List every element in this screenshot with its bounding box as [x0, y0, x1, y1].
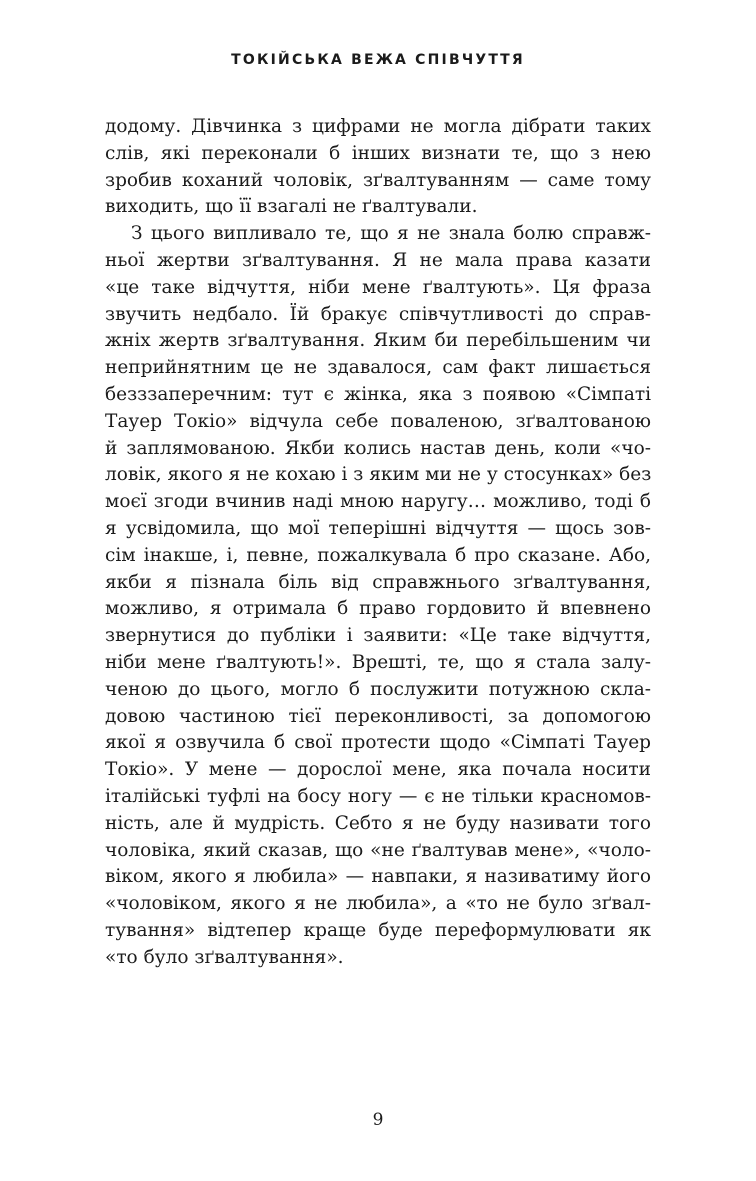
text-line: «чоловіком, якого я не любила», а «то не було зґвал- — [105, 893, 651, 915]
text-line: віком, якого я любила» — навпаки, я називатиму його — [105, 866, 651, 888]
text-line: моєї згоди вчинив наді мною наругу… можливо, тоді б — [105, 491, 651, 513]
text-line: зробив коханий чоловік, зґвалтуванням — саме тому — [105, 169, 651, 191]
text-line: ченою до цього, могло б послужити потужною скла- — [105, 678, 651, 700]
page-number: 9 — [372, 1110, 384, 1130]
text-line: ловік, якого я не кохаю і з яким ми не у стосунках» без — [105, 464, 651, 486]
text-line: чоловіка, який сказав, що «не ґвалтував мене», «чоло- — [105, 839, 651, 861]
running-head: ТОКІЙСЬКА ВЕЖА СПІВЧУТТЯ — [231, 52, 525, 68]
text-line: «це таке відчуття, ніби мене ґвалтують». Ця фраза — [105, 276, 651, 298]
text-line: Тауер Токіо» відчула себе поваленою, зґвалтованою — [105, 410, 651, 432]
text-line: додому. Дівчинка з цифрами не могла дібрати таких — [105, 116, 651, 137]
text-line: ність, але й мудрість. Себто я не буду називати того — [105, 812, 651, 834]
text-line: звернутися до публіки і заявити: «Це таке відчуття, — [105, 625, 651, 647]
paragraph-first-line: З цього випливало те, що я не знала болю справж- — [131, 223, 651, 245]
text-line: звучить недбало. Їй бракує співчутливості до справ- — [105, 303, 651, 325]
body-text — [105, 114, 651, 972]
text-line: сім інакше, і, певне, пожалкувала б про сказане. Або, — [105, 544, 651, 566]
text-line: можливо, я отримала б право гордовито й впевнено — [105, 598, 651, 620]
text-line: ньої жертви зґвалтування. Я не мала права казати — [105, 249, 651, 271]
text-line: й заплямованою. Якби колись настав день, коли «чо- — [105, 437, 651, 459]
text-line: Токіо». У мене — дорослої мене, яка почала носити — [105, 759, 651, 781]
text-line: неприйнятним це не здавалося, сам факт лишається — [105, 357, 651, 379]
text-line: тування» відтепер краще буде переформулювати як — [105, 919, 651, 941]
text-line: довою частиною тієї переконливості, за допомогою — [105, 705, 651, 727]
text-line: якби я пізнала біль від справжнього зґвалтування, — [105, 571, 651, 593]
text-line: жніх жертв зґвалтування. Яким би перебільшеним чи — [105, 330, 651, 352]
text-line: якої я озвучила б свої протести щодо «Сімпаті Тауер — [105, 732, 651, 754]
text-line: слів, які переконали б інших визнати те, що з нею — [105, 142, 651, 164]
text-line: я усвідомила, що мої теперішні відчуття — щось зов- — [105, 517, 651, 539]
text-line: безззаперечним: тут є жінка, яка з появою «Сімпаті — [105, 383, 651, 405]
text-line: італійські туфлі на босу ногу — є не тільки красномов- — [105, 785, 651, 807]
text-line: виходить, що її взагалі не ґвалтували. — [105, 196, 478, 218]
text-line: ніби мене ґвалтують!». Врешті, те, що я стала залу- — [105, 651, 651, 673]
text-line: «то було зґвалтування». — [105, 946, 344, 968]
